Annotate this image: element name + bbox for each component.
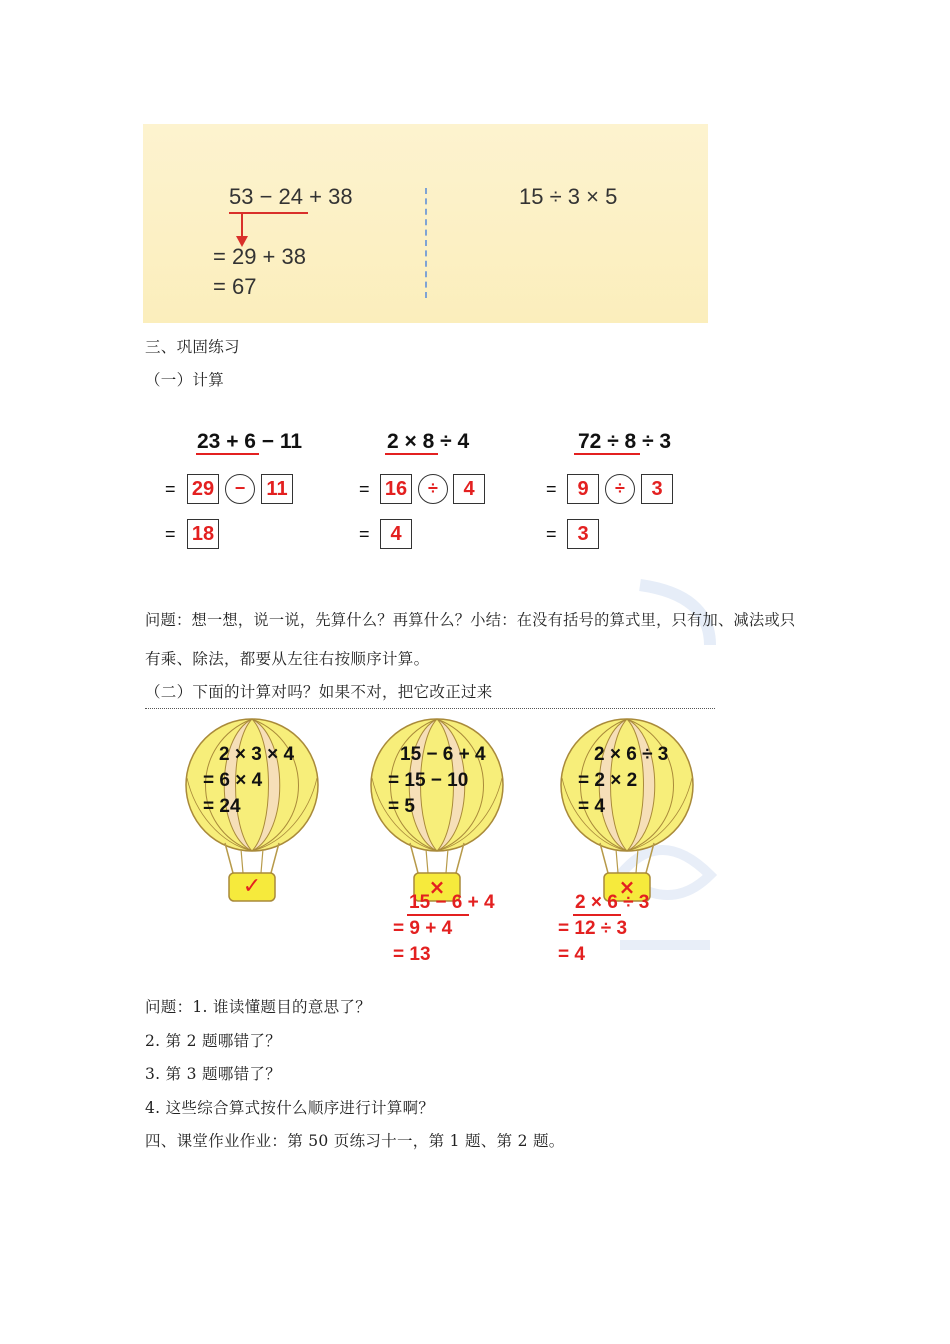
question-line-2: 有乘、除法，都要从左往右按顺序计算。 (145, 650, 430, 668)
equals-sign: = (546, 479, 557, 499)
balloon-line: 2 × 3 × 4 (219, 744, 295, 765)
balloon-line: = 2 × 2 (578, 770, 638, 791)
exercise-underline (574, 453, 640, 455)
equals-sign: = (359, 479, 370, 499)
equals-sign: = (359, 524, 370, 544)
exercise-expression: 72 ÷ 8 ÷ 3 (578, 430, 672, 453)
dotted-divider (145, 708, 715, 709)
sub1-title: （一）计算 (145, 371, 225, 389)
example-panel (143, 124, 708, 323)
answer-box: 3 (641, 474, 673, 504)
result-box: 3 (567, 519, 599, 549)
correction-line: = 13 (393, 944, 431, 965)
exercise-underline (385, 453, 438, 455)
exercise-expression: 2 × 8 ÷ 4 (387, 430, 470, 453)
balloon-line: = 24 (203, 796, 241, 817)
panel-divider (425, 188, 427, 298)
answer-box: 4 (453, 474, 485, 504)
balloon-line: = 5 (388, 796, 415, 817)
question-item: 4. 这些综合算式按什么顺序进行计算啊？ (145, 1099, 435, 1117)
result-box: 18 (187, 519, 219, 549)
exercise-expression: 23 + 6 − 11 (197, 430, 303, 453)
question-line-1: 问题：想一想，说一说，先算什么？再算什么？小结：在没有括号的算式里，只有加、减法或只 (145, 611, 796, 629)
sub2-title: （二）下面的计算对吗？如果不对，把它改正过来 (145, 683, 493, 701)
equals-sign: = (165, 479, 176, 499)
answer-box: 9 (567, 474, 599, 504)
balloon-line: 15 − 6 + 4 (400, 744, 486, 765)
equals-sign: = (546, 524, 557, 544)
correction-line: = 4 (558, 944, 585, 965)
right-expression: 15 ÷ 3 × 5 (519, 184, 618, 209)
balloon-line: = 6 × 4 (203, 770, 263, 791)
balloon-line: 2 × 6 ÷ 3 (594, 744, 669, 765)
correction-line: = 12 ÷ 3 (558, 918, 628, 939)
operator-circle: − (225, 474, 255, 504)
check-mark-icon: ✓ (242, 874, 262, 899)
question-item: 3. 第 3 题哪错了？ (145, 1065, 282, 1083)
homework-line: 四、课堂作业作业：第 50 页练习十一，第 1 题、第 2 题。 (145, 1132, 565, 1150)
equals-sign: = (165, 524, 176, 544)
step-arrow-icon (235, 212, 249, 248)
answer-box: 16 (380, 474, 412, 504)
correction-underline (573, 914, 621, 916)
left-step1: = 29 + 38 (213, 244, 306, 269)
correction-line: = 9 + 4 (393, 918, 453, 939)
correction-line: 15 − 6 + 4 (409, 892, 495, 913)
left-step2: = 67 (213, 274, 257, 299)
balloon-1 (185, 718, 319, 904)
operator-circle: ÷ (418, 474, 448, 504)
correction-underline (407, 914, 469, 916)
question-item: 问题：1. 谁读懂题目的意思了？ (145, 998, 372, 1016)
balloon-2 (370, 718, 504, 904)
correction-line: 2 × 6 ÷ 3 (575, 892, 650, 913)
balloon-line: = 15 − 10 (388, 770, 469, 791)
answer-box: 29 (187, 474, 219, 504)
answer-box: 11 (261, 474, 293, 504)
left-expression: 53 − 24 + 38 (229, 184, 353, 209)
cross-mark-icon: × (428, 875, 446, 899)
result-box: 4 (380, 519, 412, 549)
balloon-3 (560, 718, 694, 904)
exercise-underline (196, 453, 259, 455)
balloon-line: = 4 (578, 796, 605, 817)
question-item: 2. 第 2 题哪错了？ (145, 1032, 282, 1050)
operator-circle: ÷ (605, 474, 635, 504)
section3-title: 三、巩固练习 (145, 338, 240, 356)
cross-mark-icon: × (618, 875, 636, 899)
